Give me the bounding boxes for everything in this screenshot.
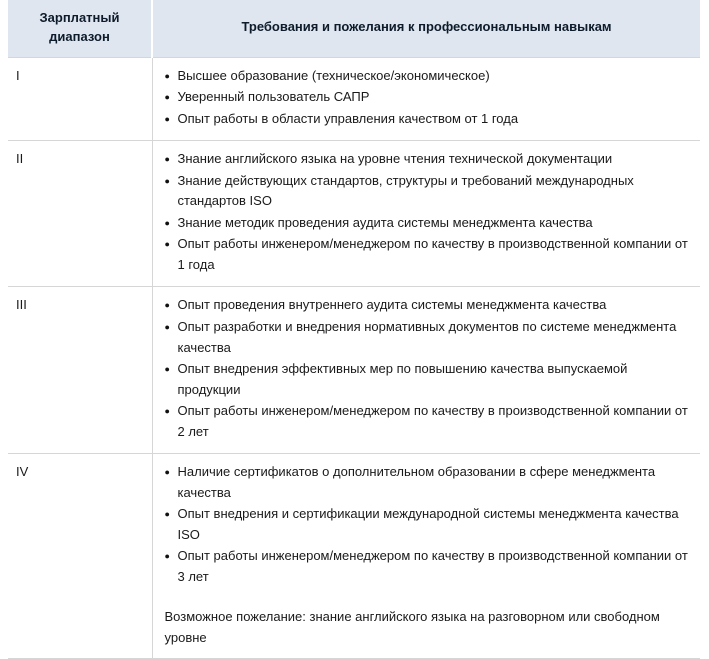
requirements-list — [165, 295, 689, 442]
requirement-item: ● Опыт работы инженером/менеджером по качеству в производственной компании от 2 лет — [165, 401, 689, 442]
table-row — [8, 454, 700, 659]
requirement-item: ● Наличие сертификатов о дополнительном образовании в сфере менеджмента качества — [165, 462, 689, 503]
cell-requirements — [152, 141, 700, 287]
cell-salary-range — [8, 454, 152, 659]
requirement-item: ● Опыт работы инженером/менеджером по качеству в производственной компании от 3 лет — [165, 546, 689, 587]
cell-salary-range — [8, 57, 152, 141]
requirements-list — [165, 66, 689, 130]
table-row — [8, 141, 700, 287]
cell-requirements — [152, 57, 700, 141]
cell-salary-range — [8, 287, 152, 454]
table-header — [8, 0, 700, 57]
requirement-item: ● Опыт работы инженером/менеджером по качеству в производственной компании от 1 года — [165, 234, 689, 275]
table-header-row — [8, 0, 700, 57]
salary-range-value: II — [16, 151, 24, 167]
table-body — [8, 57, 700, 659]
requirement-item: ● Опыт разработки и внедрения нормативных документов по системе менеджмента качества — [165, 317, 689, 358]
requirement-item: ● Высшее образование (техническое/экономическое) — [165, 66, 689, 87]
requirement-item: ● Знание методик проведения аудита системы менеджмента качества — [165, 213, 689, 234]
skills-table-container — [8, 0, 700, 659]
requirement-item: ● Опыт проведения внутреннего аудита системы менеджмента качества — [165, 295, 689, 316]
requirement-item: ● Уверенный пользователь САПР — [165, 87, 689, 108]
requirement-item: ● Опыт работы в области управления качеством от 1 года — [165, 109, 689, 130]
salary-range-value: IV — [16, 464, 29, 480]
salary-range-value: I — [16, 67, 20, 83]
column-header-salary-range — [8, 0, 152, 57]
requirements-list — [165, 149, 689, 275]
requirement-item: ● Знание действующих стандартов, структуры и требований международных стандартов ISO — [165, 171, 689, 212]
column-header-requirements: Требования и пожелания к профессиональным навыкам — [152, 0, 700, 57]
cell-requirements — [152, 454, 700, 659]
requirements-list — [165, 462, 689, 587]
cell-requirements — [152, 287, 700, 454]
salary-range-requirements-table — [8, 0, 700, 659]
cell-salary-range — [8, 141, 152, 287]
requirement-item: ● Опыт внедрения и сертификации международной системы менеджмента качества ISO — [165, 504, 689, 545]
requirement-note: Возможное пожелание: знание английского языка на разговорном или свободном уровне — [164, 609, 660, 645]
requirement-item: ● Опыт внедрения эффективных мер по повышению качества выпускаемой продукции — [165, 359, 689, 400]
column-header-salary-range-line1: Зарплатный — [39, 10, 120, 25]
requirement-item: ● Знание английского языка на уровне чтения технической документации — [165, 149, 689, 170]
table-row — [8, 57, 700, 141]
table-row — [8, 287, 700, 454]
column-header-salary-range-line2: диапазон — [49, 28, 110, 44]
salary-range-value: III — [16, 297, 27, 313]
